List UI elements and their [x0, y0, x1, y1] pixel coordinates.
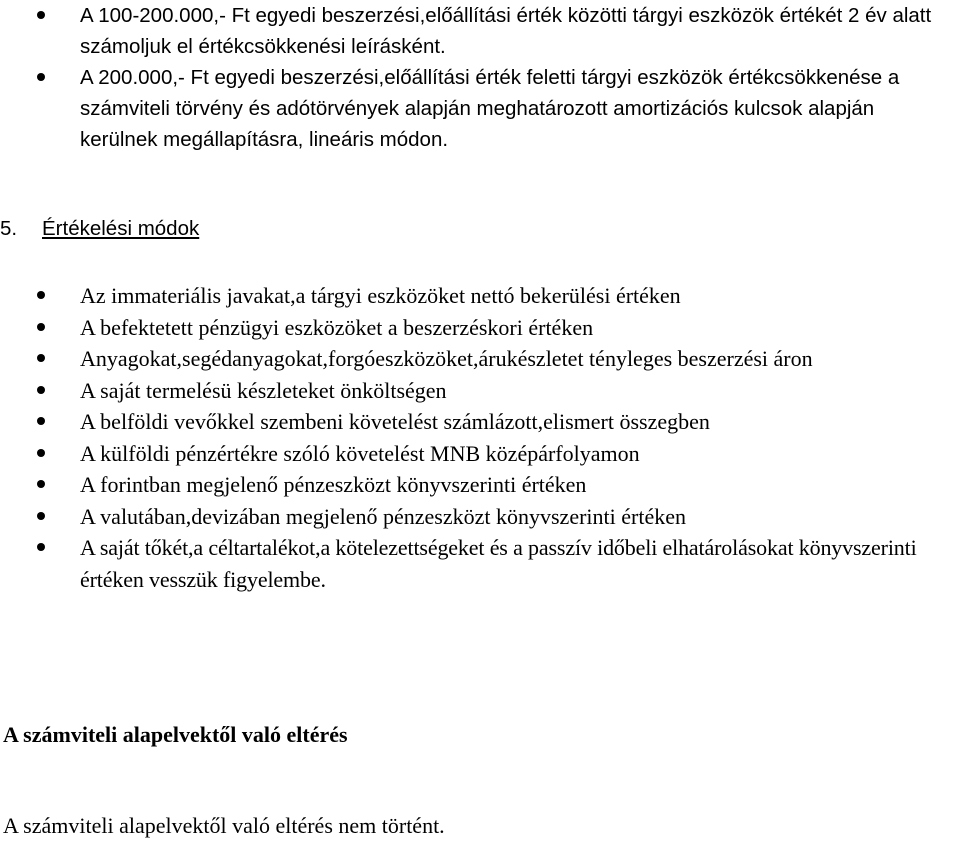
deviation-heading: A számviteli alapelvektől való eltérés — [3, 722, 348, 747]
list-item-text: A saját tőkét,a céltartalékot,a kötelezettségeket és a passzív időbeli elhatárolásokat könyvszerinti értéken vesszük figyelembe. — [80, 535, 917, 592]
list-item — [0, 312, 960, 344]
list-item-text: A 100-200.000,- Ft egyedi beszerzési,előállítási érték közötti tárgyi eszközök értékét 2 év alatt számoljuk el értékcsökkenési leírásként. — [80, 4, 932, 58]
bullet-icon — [37, 73, 45, 81]
bullet-icon — [37, 543, 45, 551]
list-item — [0, 280, 960, 312]
depreciation-bullet-list — [0, 0, 958, 155]
section-number: 5. — [0, 217, 18, 240]
list-item — [0, 375, 960, 407]
bullet-icon — [37, 480, 45, 488]
list-item — [0, 343, 960, 375]
list-item — [0, 438, 960, 470]
bullet-icon — [37, 449, 45, 457]
list-item — [0, 62, 958, 155]
bullet-icon — [37, 354, 45, 362]
list-item — [0, 469, 960, 501]
list-item-text: Az immateriális javakat,a tárgyi eszközöket nettó bekerülési értéken — [80, 283, 681, 308]
list-item-text: A befektetett pénzügyi eszközöket a beszerzéskori értéken — [80, 314, 594, 340]
deviation-text: A számviteli alapelvektől való eltérés nem történt. — [3, 813, 445, 838]
list-item-text: A külföldi pénzértékre szóló követelést MNB középárfolyamon — [80, 440, 640, 466]
list-item — [0, 406, 960, 438]
list-item-text: A forintban megjelenő pénzeszközt könyvszerinti értéken — [80, 472, 587, 497]
bullet-icon — [37, 512, 45, 520]
list-item — [0, 532, 960, 595]
bullet-icon — [37, 323, 45, 331]
list-item — [0, 501, 960, 533]
bullet-icon — [37, 386, 45, 394]
bullet-icon — [37, 291, 45, 299]
list-item-text: Anyagokat,segédanyagokat,forgóeszközöket,árukészletet tényleges beszerzési áron — [80, 346, 813, 371]
section-title: Értékelési módok — [42, 217, 200, 240]
list-item-text: A valutában,devizában megjelenő pénzeszközt könyvszerinti értéken — [80, 503, 686, 529]
bullet-icon — [37, 417, 45, 425]
list-item-text: A 200.000,- Ft egyedi beszerzési,előállítási érték feletti tárgyi eszközök értékcsökkenése a számviteli törvény és adótörvények alapján meghatározott amortizációs kulcsok alapján kerülnek megállapításra, lineáris módon. — [80, 66, 900, 151]
valuation-bullet-list — [0, 280, 960, 595]
list-item-text: A saját termelésü készleteket önköltségen — [80, 377, 447, 403]
bullet-icon — [37, 11, 45, 19]
list-item-text: A belföldi vevőkkel szembeni követelést számlázott,elismert összegben — [80, 409, 710, 434]
list-item — [0, 0, 958, 62]
